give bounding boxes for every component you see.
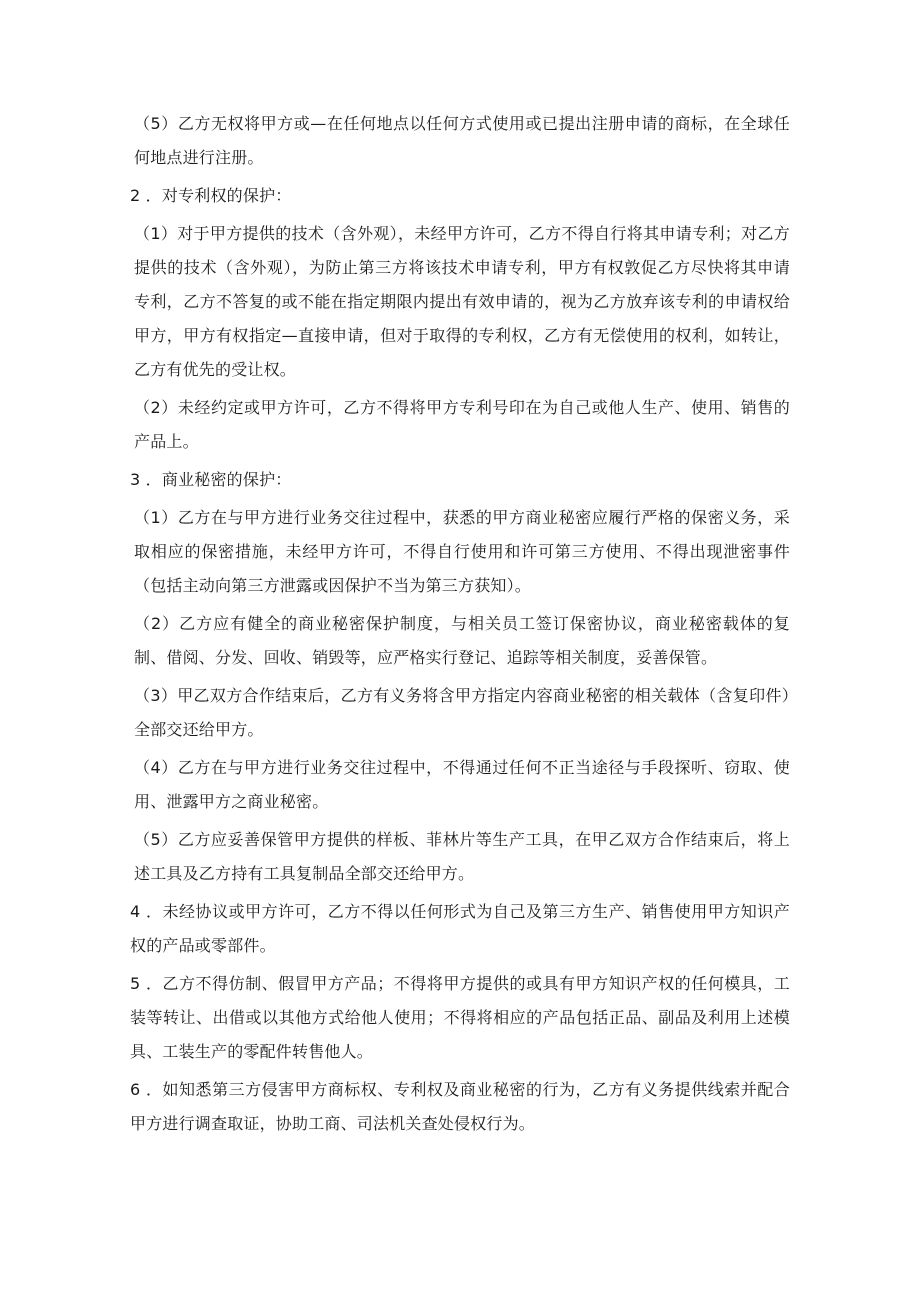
document-body (130, 107, 790, 1145)
section-3-heading: 3 ．商业秘密的保护： (130, 470, 292, 489)
section-5-paragraph: 5 ．乙方不得仿制、假冒甲方产品；不得将甲方提供的或具有甲方知识产权的任何模具，工装等转让、出借或以其他方式给他人使用；不得将相应的产品包括正品、副品及利用上述模具、工装生产的零配件转售他人。 (130, 974, 790, 1061)
clause-3-3-return-carriers: （3）甲乙双方合作结束后，乙方有义务将含甲方指定内容商业秘密的相关载体（含复印件）全部交还给甲方。 (134, 686, 790, 739)
clause-3-4-no-improper-means: （4）乙方在与甲方进行业务交往过程中，不得通过任何不正当途径与手段探听、窃取、使用、泄露甲方之商业秘密。 (134, 758, 790, 811)
clause-3-1-confidentiality: （1）乙方在与甲方进行业务交往过程中，获悉的甲方商业秘密应履行严格的保密义务，采取相应的保密措施，未经甲方许可，不得自行使用和许可第三方使用、不得出现泄密事件（包括主动向第三方泄露或因保护不当为第三方获知）。 (134, 508, 790, 595)
clause-1-5-trademark-registration: （5）乙方无权将甲方或—在任何地点以任何方式使用或已提出注册申请的商标，在全球任何地点进行注册。 (134, 114, 790, 167)
clause-3-5-production-tools: （5）乙方应妥善保管甲方提供的样板、菲林片等生产工具，在甲乙双方合作结束后，将上述工具及乙方持有工具复制品全部交还给甲方。 (134, 830, 790, 883)
clause-2-1-patent-application: （1）对于甲方提供的技术（含外观），未经甲方许可，乙方不得自行将其申请专利；对乙方提供的技术（含外观），为防止第三方将该技术申请专利，甲方有权敦促乙方尽快将其申请专利，乙方不答复的或不能在指定期限内提出有效申请的，视为乙方放弃该专利的申请权给甲方，甲方有权指定—直接申请，但对于取得的专利权，乙方有无偿使用的权利，如转让，乙方有优先的受让权。 (134, 224, 790, 379)
section-4-paragraph: 4 ．未经协议或甲方许可，乙方不得以任何形式为自己及第三方生产、销售使用甲方知识产权的产品或零部件。 (130, 902, 790, 955)
clause-3-2-protection-system: （2）乙方应有健全的商业秘密保护制度，与相关员工签订保密协议，商业秘密载体的复制、借阅、分发、回收、销毁等，应严格实行登记、追踪等相关制度，妥善保管。 (134, 614, 790, 667)
section-6-paragraph: 6 ．如知悉第三方侵害甲方商标权、专利权及商业秘密的行为，乙方有义务提供线索并配合甲方进行调查取证，协助工商、司法机关查处侵权行为。 (130, 1080, 790, 1133)
clause-2-2-patent-number: （2）未经约定或甲方许可，乙方不得将甲方专利号印在为自己或他人生产、使用、销售的产品上。 (134, 398, 790, 451)
section-2-heading: 2 ．对专利权的保护： (130, 186, 292, 205)
